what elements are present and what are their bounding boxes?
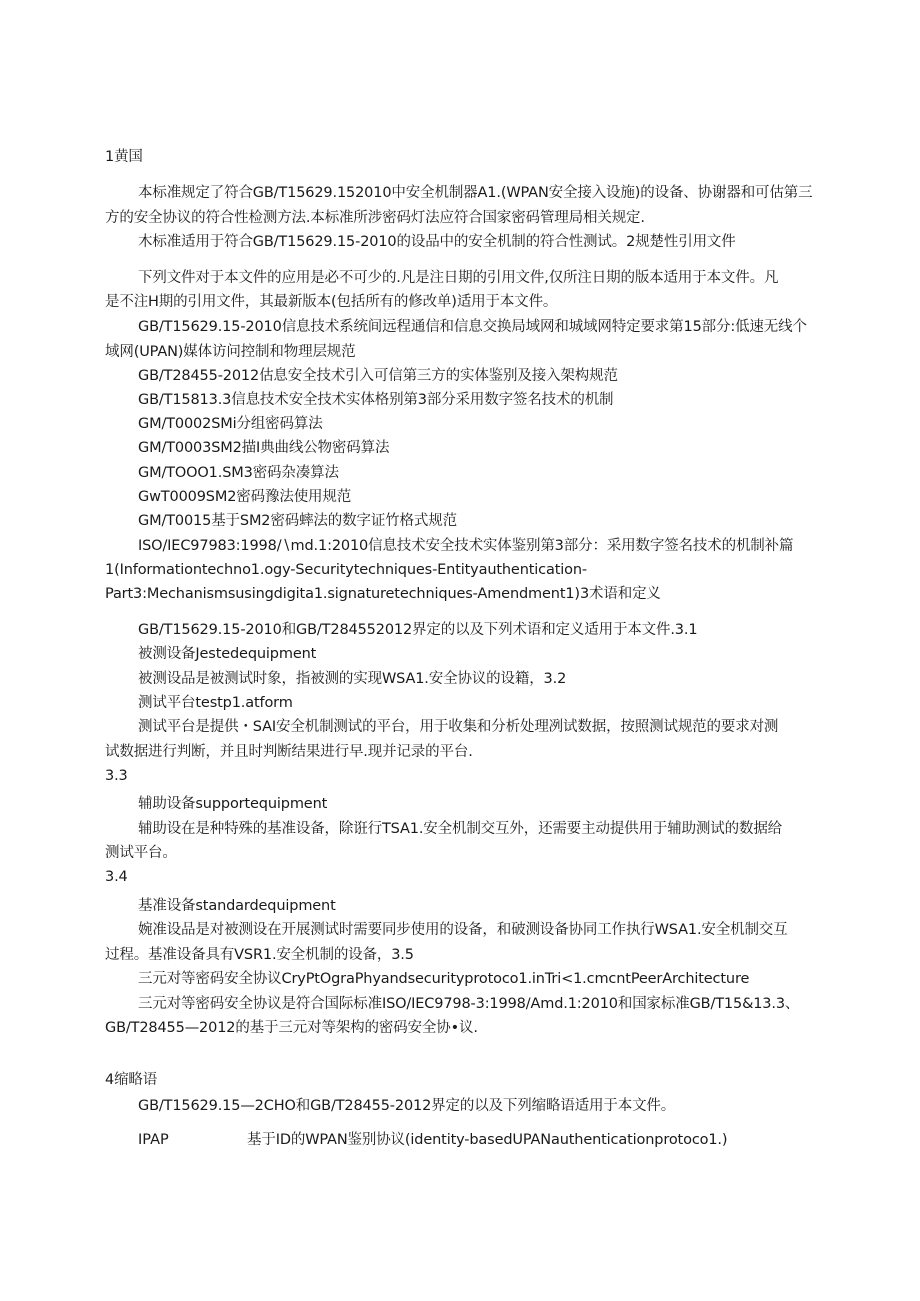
section-4-heading: 4缩略语 <box>105 1072 158 1088</box>
term-3-1-name: 被测设备Jestedequipment <box>138 646 317 662</box>
reference-5: GM/T0003SM2描I典曲线公物密码算法 <box>138 440 390 456</box>
term-3-5-name: 三元对等密码安全协议CryPtOgraPhyandsecurityprotoco1.inTri<1.cmcntPeerArchitecture <box>138 971 750 987</box>
term-3-4-definition-line-2: 过程。基准设备具有VSR1.安全机制的设备，3.5 <box>105 947 414 963</box>
reference-9-line-1: ISO∕IEC97983:1998∕∖md.1:2010信息技术安全技术实体鉴别第3部分：采用数字签名技术的机制补篇 <box>138 538 794 554</box>
normative-intro-line-1: 下列文件对于本文件的应用是必不可少的.凡是注日期的引用文件,仅所注日期的版本适用于本文件。凡 <box>138 270 779 286</box>
normative-intro-line-2: 是不注H期的引用文件，其最新版本(包括所有的修改单)适用于本文件。 <box>105 294 558 310</box>
reference-1-line-1: GB/T15629.15-2010信息技术系统间远程通信和信息交换局域网和城域网特定要求第15部分:低速无线个 <box>138 319 807 335</box>
term-3-4-name: 基准设备standardequipment <box>138 898 336 914</box>
abbreviation-key: IPAP <box>138 1132 169 1148</box>
reference-9-line-2: 1(Informationtechno1.ogy-Securitytechniques-Entityauthentication- <box>105 562 587 578</box>
term-3-2-name: 测试平台testp1.atform <box>138 695 293 711</box>
term-3-3-definition-line-1: 辅助设在是种特殊的基准设备，除诳行TSA1.安全机制交互外，还需要主动提供用于辅助测试的数据给 <box>138 821 783 837</box>
term-3-3-number: 3.3 <box>105 768 128 784</box>
term-3-4-number: 3.4 <box>105 869 128 885</box>
terms-intro: GB/T15629.15-2010和GB/T284552012界定的以及下列术语和定义适用于本文件.3.1 <box>138 622 698 638</box>
reference-7: GwT0009SM2密码豫法使用规范 <box>138 489 352 505</box>
term-3-4-definition-line-1: 婉准设品是对被测设在开展测试时需要同步使用的设备，和破测设备协同工作执行WSA1.安全机制交互 <box>138 922 788 938</box>
term-3-1-definition: 被测设品是被测试时象，指被测的实现WSA1.安全协议的设籍，3.2 <box>138 671 567 687</box>
reference-4: GM/T0002SMi分组密码算法 <box>138 416 323 432</box>
reference-1-line-2: 域网(UPAN)媒体访问控制和物理层规范 <box>105 344 356 360</box>
reference-2: GB/T28455-2012估息安全技术引入可信第三方的实体鉴别及接入架构规范 <box>138 368 618 384</box>
scope-paragraph-line-1: 本标准规定了符合GB/T15629.152010中安全机制器A1.(WPAN安全接入设施)的设备、协谢器和可估第三 <box>138 185 813 201</box>
term-3-5-definition-line-2: GB/T28455—2012的基于三元对等架构的密码安全协•议. <box>105 1020 478 1036</box>
term-3-3-name: 辅助设备supportequipment <box>138 796 328 812</box>
applicability-paragraph: 木标准适用于符合GB/T15629.15-2010的设品中的安全机制的符合性测试。2规楚性引用文件 <box>138 234 736 250</box>
abbreviation-value: 基于ID的WPAN鉴别协议(identity-basedUPANauthenticationprotoco1.) <box>247 1132 728 1148</box>
reference-6: GM/TOOO1.SM3密码杂凑算法 <box>138 465 339 481</box>
term-3-2-definition-line-2: 试数据进行判断，并且时判断结果进行早.现并记录的平台. <box>105 744 473 760</box>
term-3-5-definition-line-1: 三元对等密码安全协议是符合国际标准ISO∕IEC9798-3:1998/Amd.1:2010和国家标准GB/T15&13.3、 <box>138 996 800 1012</box>
section-1-heading: 1黄国 <box>105 149 143 165</box>
term-3-3-definition-line-2: 测试平台。 <box>105 845 177 861</box>
reference-8: GM/T0015基于SM2密码蟀法的数字证竹格式规范 <box>138 513 457 529</box>
term-3-2-definition-line-1: 测试平台是提供・SAI安全机制测试的平台，用于收集和分析处理冽试数据，按照测试规范的要求对测 <box>138 719 779 735</box>
scope-paragraph-line-2: 方的安全协议的符合性检测方法.本标准所涉密码灯法应符合国家密码管理局相关规定. <box>105 210 645 226</box>
abbreviations-intro: GB/T15629.15—2CHO和GB/T28455-2012界定的以及下列缩略语适用于本文件。 <box>138 1098 676 1114</box>
reference-3: GB/T15813.3信息技术安全技术实体格别第3部分采用数字签名技术的机制 <box>138 392 614 408</box>
reference-9-line-3: Part3:Mechanismsusingdigita1.signaturetechniques-Amendment1)3术语和定义 <box>105 586 661 602</box>
